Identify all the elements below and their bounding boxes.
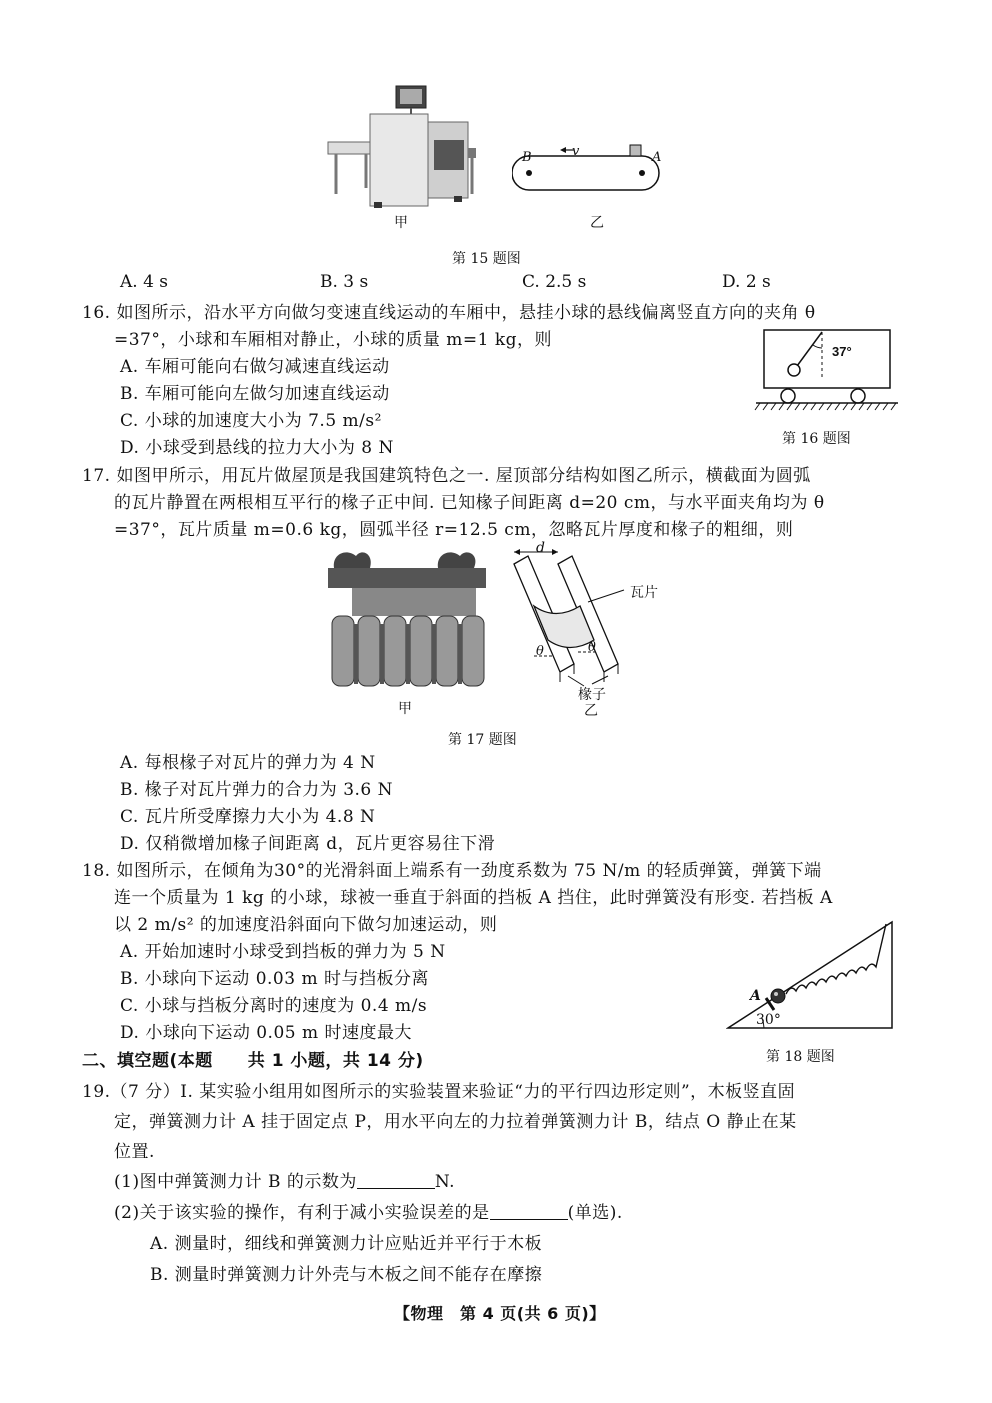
q19-sub1-prefix: (1)图中弹簧测力计 B 的示数为: [114, 1172, 357, 1192]
q17-option-a: A. 每根椽子对瓦片的弹力为 4 N: [120, 753, 376, 773]
q15-fig-label-jia: 甲: [394, 215, 408, 231]
q15-fig-A: A: [652, 150, 662, 165]
q15-figure-jia: [322, 84, 662, 234]
q18-caption: 第 18 题图: [766, 1049, 835, 1065]
q16-figure: [752, 326, 902, 416]
q18-option-a: A. 开始加速时小球受到挡板的弹力为 5 N: [120, 942, 446, 962]
q17-caption: 第 17 题图: [448, 732, 517, 748]
q18-fig-angle: 30°: [756, 1012, 781, 1028]
q15-option-d: D. 2 s: [722, 272, 771, 292]
q16-stem-line-1: 16. 如图所示，沿水平方向做匀变速直线运动的车厢中，悬挂小球的悬线偏离竖直方向的夹角 θ: [82, 303, 816, 323]
q15-fig-v: v: [572, 144, 580, 159]
q16-stem-line-2: =37°，小球和车厢相对静止，小球的质量 m=1 kg，则: [114, 330, 553, 350]
q15-caption: 第 15 题图: [452, 251, 521, 267]
q19-sub1-suffix: N.: [434, 1172, 456, 1192]
q17-fig-theta-right: θ: [588, 640, 596, 655]
q18-option-d: D. 小球向下运动 0.05 m 时速度最大: [120, 1023, 413, 1043]
q19-sub2-suffix: (单选).: [567, 1203, 623, 1223]
q17-fig-label-jia: 甲: [398, 701, 412, 717]
q16-caption: 第 16 题图: [782, 431, 851, 447]
train-car-pendulum-diagram: [752, 326, 902, 416]
q19-stem-line-2: 定，弹簧测力计 A 挂于固定点 P，用水平向左的力拉着弹簧测力计 B，结点 O 静止在某: [114, 1112, 797, 1132]
q19-stem-line-3: 位置.: [114, 1142, 155, 1162]
page-footer: 【物理 第 4 页(共 6 页)】: [394, 1304, 606, 1323]
q19-sub1-answer-blank[interactable]: [357, 1172, 435, 1189]
q17-stem-line-1: 17. 如图甲所示，用瓦片做屋顶是我国建筑特色之一. 屋顶部分结构如图乙所示，横截面为圆弧: [82, 466, 811, 486]
q15-fig-label-yi: 乙: [590, 215, 604, 231]
q18-fig-A: A: [750, 988, 761, 1004]
q17-stem-line-3: =37°，瓦片质量 m=0.6 kg，圆弧半径 r=12.5 cm，忽略瓦片厚度和椽子的粗细，则: [114, 520, 794, 540]
q18-stem-line-3: 以 2 m/s² 的加速度沿斜面向下做匀加速运动，则: [114, 915, 498, 935]
q19-sub2-prefix: (2)关于该实验的操作，有利于减小实验误差的是: [114, 1203, 490, 1223]
q16-option-a: A. 车厢可能向右做匀减速直线运动: [120, 357, 390, 377]
q15-fig-B: B: [522, 150, 532, 165]
q17-fig-theta-left: θ: [536, 644, 544, 659]
incline-spring-diagram: [726, 914, 894, 1032]
q17-option-c: C. 瓦片所受摩擦力大小为 4.8 N: [120, 807, 376, 827]
roof-tiles-photo: [322, 544, 502, 694]
q19-option-a: A. 测量时，细线和弹簧测力计应贴近并平行于木板: [150, 1234, 543, 1254]
q18-stem-line-2: 连一个质量为 1 kg 的小球，球被一垂直于斜面的挡板 A 挡住，此时弹簧没有形变. 若挡板 A: [114, 888, 833, 908]
q19-sub2: [114, 1202, 623, 1224]
q18-option-b: B. 小球向下运动 0.03 m 时与挡板分离: [120, 969, 429, 989]
q18-option-c: C. 小球与挡板分离时的速度为 0.4 m/s: [120, 996, 428, 1016]
rafter-tile-diagram: [504, 544, 654, 694]
q19-stem-line-1: 19.（7 分）Ⅰ. 某实验小组用如图所示的实验装置来验证“力的平行四边形定则”，木板竖直固: [82, 1082, 796, 1102]
q17-fig-d: d: [536, 540, 545, 556]
conveyor-belt-diagram: [512, 144, 662, 194]
section2-title: 二、填空题(本题 共 1 小题，共 14 分): [82, 1051, 424, 1071]
q19-sub2-answer-blank[interactable]: [490, 1203, 568, 1220]
q19-option-b: B. 测量时弹簧测力计外壳与木板之间不能存在摩擦: [150, 1265, 543, 1285]
q17-fig-tile-label: 瓦片: [630, 585, 658, 601]
q17-stem-line-2: 的瓦片静置在两根相互平行的椽子正中间. 已知椽子间距离 d=20 cm，与水平面夹角均为 θ: [114, 493, 825, 513]
q17-option-d: D. 仅稍微增加椽子间距离 d，瓦片更容易往下滑: [120, 834, 496, 854]
q19-sub1: [114, 1171, 455, 1193]
q15-option-a: A. 4 s: [120, 272, 169, 292]
q17-figure: [322, 540, 662, 719]
q15-option-c: C. 2.5 s: [522, 272, 587, 292]
q18-figure: [726, 914, 894, 1032]
q16-option-c: C. 小球的加速度大小为 7.5 m/s²: [120, 411, 382, 431]
q16-option-d: D. 小球受到悬线的拉力大小为 8 N: [120, 438, 394, 458]
q17-fig-label-yi: 乙: [584, 703, 598, 719]
q16-fig-angle: 37°: [832, 344, 852, 359]
q18-stem-line-1: 18. 如图所示，在倾角为30°的光滑斜面上端系有一劲度系数为 75 N/m 的轻质弹簧，弹簧下端: [82, 861, 822, 881]
q17-option-b: B. 椽子对瓦片弹力的合力为 3.6 N: [120, 780, 394, 800]
q17-fig-rafter-label: 椽子: [578, 687, 606, 703]
q16-option-b: B. 车厢可能向左做匀加速直线运动: [120, 384, 390, 404]
q15-option-b: B. 3 s: [320, 272, 369, 292]
